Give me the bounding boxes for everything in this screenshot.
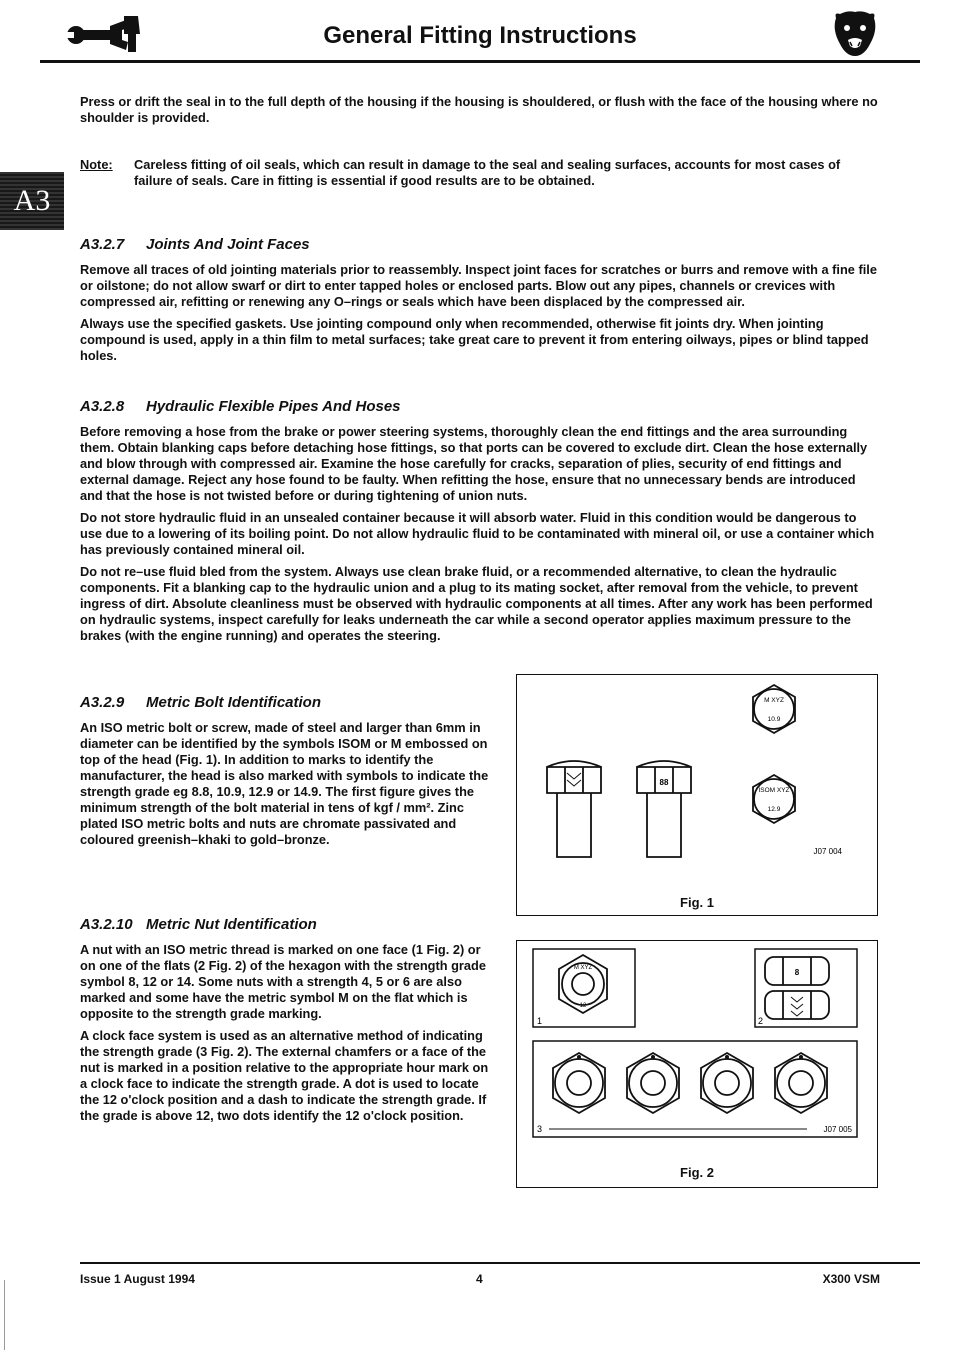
jaguar-emblem: [830, 10, 880, 63]
section-number: A3.2.10: [80, 916, 133, 933]
binding-margin-rule: [4, 1280, 5, 1350]
note-block: [80, 157, 880, 189]
nut-face-grade: 12: [579, 1003, 587, 1009]
section-title: Hydraulic Flexible Pipes And Hoses: [146, 398, 401, 415]
section-heading-a328: [80, 398, 401, 415]
bolt-head-grade: 10.9: [767, 716, 781, 723]
intro-paragraph: Press or drift the seal in to the full depth of the housing if the housing is shouldered, or flush with the face of the housing where no shoulder is provided.: [80, 94, 878, 125]
footer-doc-code: X300 VSM: [822, 1272, 880, 1286]
section-title: Joints And Joint Faces: [146, 236, 310, 253]
paragraph: Before removing a hose from the brake or power steering systems, thoroughly clean the end fittings and the area surrounding them. Obtain blanking caps before detaching hose fittings, so that ports can be covered to exclude dirt. Clean the hose externally and blow through with compressed air. Examine the hose carefully for cracks, separation of plies, security of end fittings and external damage. Reject any hose found to be faulty. When refitting the hose, ensure that no unnecessary bends are introduced and that the hose is not twisted before or during tightening of union nuts.: [80, 424, 868, 503]
paragraph: Do not re–use fluid bled from the system. Always use clean brake fluid, or a recommended alternative, to clean the hydraulic components. Fit a blanking cap to the hydraulic union and a plug to its mating socket, after removal from the vehicle, to prevent ingress of dirt. Absolute cleanliness must be observed with hydraulic components at all times. After any work has been performed on hydraulic systems, inspect carefully for leaks underneath the car while a second operator applies maximum pressure to the brakes (with the engine running) and operates the steering.: [80, 564, 873, 643]
bolt-head-top-view: [753, 775, 795, 823]
paragraph: An ISO metric bolt or screw, made of steel and larger than 6mm in diameter can be identified by the symbols ISOM or M embossed on top of the head (Fig. 1). In addition to marks to identify the manufacturer, the head is also marked with symbols to indicate the strength grade eg 8.8, 10.9, 12.9 or 14.9. The first figure gives the minimum strength of the bolt material in tens of kgf / mm². Zinc plated ISO metric bolts and nuts are chromate passivated and coloured greenish–khaki to gold–bronze.: [80, 720, 489, 847]
intro-block: [80, 94, 880, 132]
section-heading-a3210: [80, 916, 317, 933]
figure-reference: J07 005: [823, 1125, 852, 1134]
clock-face-dots: [577, 1055, 803, 1059]
section-number: A3.2.9: [80, 694, 125, 711]
paragraph: A nut with an ISO metric thread is marked on one face (1 Fig. 2) or on one of the flats (2 Fig. 2) of the hexagon with the strength grade symbol 8, 12 or 14. Some nuts with a strength 4, 5 or 6 are also marked and some have the metric symbol M on the flat which is opposite to the strength grade marking.: [80, 942, 486, 1021]
page-number: 4: [476, 1272, 483, 1286]
page-title: General Fitting Instructions: [323, 22, 637, 49]
paragraph: Do not store hydraulic fluid in an unsealed container because it will absorb water. Fluid in this condition would be dangerous to use due to a lowering of its boiling point. Do not allow hydraulic fluid to be contaminated with mineral oil, or use a container which has previously contained mineral oil.: [80, 510, 875, 557]
figure-2: [516, 940, 878, 1188]
note-label: Note:: [80, 157, 113, 172]
nut-face-mark: M XYZ: [573, 965, 593, 971]
bolt-side-view: [547, 761, 601, 857]
nut-flat-grade: 8: [794, 968, 800, 977]
section-title: Metric Nut Identification: [146, 916, 317, 933]
footer-rule: [80, 1262, 920, 1264]
paragraph: A clock face system is used as an alternative method of indicating the strength grade (3 Fig. 2). The external chamfers or a face of the nut is marked in a position relative to the appropriate hour mark on a clock face to indicate the strength grade. A dot is used to locate the 12 o'clock position and a dash to indicate the strength grade. If the grade is above 12, two dots identify the 12 o'clock position.: [80, 1028, 489, 1123]
header-rule: [40, 60, 920, 63]
bolt-head-mark: ISOM XYZ: [758, 787, 790, 794]
bolt-grade-mark: 88: [659, 778, 669, 787]
paragraph: Always use the specified gaskets. Use jointing compound only when recommended, otherwise fit joints dry. When jointing compound is used, apply in a thin film to metal surfaces; take great care to prevent it from entering oilways, pipes or blind tapped holes.: [80, 316, 869, 363]
section-heading-a327: [80, 236, 310, 253]
bolt-head-mark: M XYZ: [764, 697, 784, 704]
section-body-a328: [80, 424, 880, 650]
figure-1: [516, 674, 878, 916]
bolt-side-view: [637, 761, 691, 857]
bolt-identification-diagram: [517, 675, 877, 890]
section-number: A3.2.7: [80, 236, 125, 253]
nut-identification-diagram: [517, 941, 877, 1159]
bolt-head-grade: 12.9: [767, 806, 781, 813]
bolt-head-top-view: [753, 685, 795, 733]
callout-2: 2: [758, 1016, 764, 1026]
section-body-a327: [80, 262, 880, 370]
callout-1: 1: [537, 1016, 543, 1026]
section-body-a3210: [80, 942, 490, 1130]
nut-clock-face-views: [553, 1053, 827, 1113]
figure-caption: Fig. 2: [680, 1165, 714, 1180]
note-text: Careless fitting of oil seals, which can result in damage to the seal and sealing surfaces, accounts for most cases of failure of seals. Care in fitting is essential if good results are to be obtained.: [134, 157, 841, 188]
section-tab[interactable]: A3: [0, 172, 64, 230]
figure-reference: J07 004: [813, 847, 842, 856]
section-body-a329: [80, 720, 490, 854]
section-heading-a329: [80, 694, 321, 711]
nut-flat-view: [765, 957, 829, 1019]
section-title: Metric Bolt Identification: [146, 694, 322, 711]
jaguar-head-emblem-icon: [830, 10, 880, 58]
figure-caption: Fig. 1: [680, 895, 714, 910]
callout-3: 3: [537, 1124, 543, 1134]
paragraph: Remove all traces of old jointing materials prior to reassembly. Inspect joint faces for scratches or burrs and remove with a fine file or oilstone; do not allow swarf or dirt to enter tapped holes or enclosed parts. Blow out any pipes, channels or crevices with compressed air, refitting or renewing any O–rings or seals which have been displaced by the compressed air.: [80, 262, 877, 309]
footer-issue: Issue 1 August 1994: [80, 1272, 195, 1286]
section-number: A3.2.8: [80, 398, 125, 415]
